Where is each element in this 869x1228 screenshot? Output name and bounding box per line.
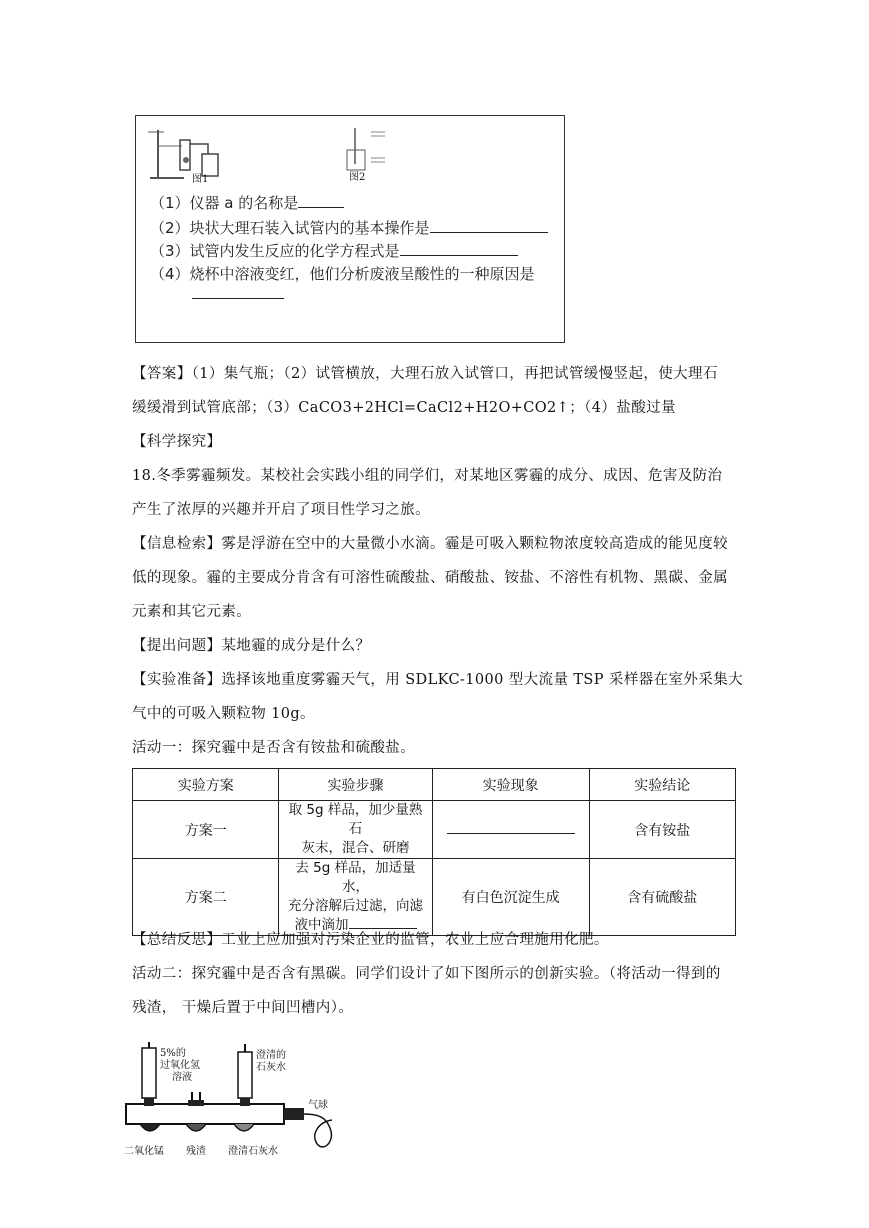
- info-line-1: 【信息检索】雾是浮游在空中的大量微小水滴。霾是可吸入颗粒物浓度较高造成的能见度较: [132, 536, 728, 552]
- syringe-right: [238, 1052, 252, 1098]
- label-limewater-top-2: 石灰水: [256, 1062, 286, 1073]
- question-line-4-blank: [192, 284, 284, 303]
- question-line-2: （2）块状大理石装入试管内的基本操作是: [150, 217, 548, 238]
- question-posed: 【提出问题】某地霾的成分是什么？: [132, 638, 371, 654]
- table-cell-steps: 取 5g 样品，加少量熟石 灰末，混合、研磨: [279, 801, 432, 859]
- answer-line-1: 【答案】（1）集气瓶；（2）试管横放，大理石放入试管口，再把试管缓慢竖起，使大理石: [132, 366, 718, 382]
- answer-blank: [447, 832, 575, 834]
- activity-two-line-1: 活动二：探究霾中是否含有黑碳。同学们设计了如下图所示的创新实验。（将活动一得到的: [132, 966, 721, 982]
- well-right: [234, 1124, 254, 1131]
- fig-label-2: 图2: [349, 172, 366, 183]
- table-header: 实验方案: [133, 769, 279, 801]
- prep-line-2: 气中的可吸入颗粒物 10g。: [132, 706, 315, 722]
- table-header-row: [133, 769, 736, 801]
- balloon: [304, 1114, 332, 1147]
- label-balloon: 气球: [308, 1100, 328, 1111]
- well-left: [140, 1124, 160, 1131]
- q18-line-1: 18.冬季雾霾频发。某校社会实践小组的同学们，对某地区雾霾的成分、成因、危害及防治: [132, 468, 723, 484]
- activity-two-line-2: 残渣， 干燥后置于中间凹槽内）。: [132, 1000, 354, 1016]
- table-cell: 含有铵盐: [589, 801, 735, 859]
- answer-line-2: 缓缓滑到试管底部；（3）CaCO3+2HCl=CaCl2+H2O+CO2↑；（4）盐酸过量: [132, 400, 676, 416]
- table-header: 实验步骤: [279, 769, 432, 801]
- answer-label: 【答案】: [132, 366, 192, 382]
- answer-blank: [192, 284, 284, 299]
- table-row: [133, 859, 736, 936]
- apparatus-figure-2: [341, 124, 411, 186]
- q18-line-2: 产生了浓厚的兴趣并开启了项目性学习之旅。: [132, 502, 430, 518]
- question-line-4: （4）烧杯中溶液变红，他们分析废液呈酸性的一种原因是: [150, 265, 535, 283]
- label-h2o2-name: 过氧化氢: [160, 1060, 200, 1071]
- apparatus-figure-1: [144, 122, 254, 188]
- answer-blank: [430, 218, 548, 233]
- table-cell-steps: 去 5g 样品，加适量水， 充分溶解后过滤，向滤 液中滴加: [279, 859, 432, 936]
- label-manganese-dioxide: 二氧化锰: [124, 1146, 164, 1157]
- prep-line-1: 【实验准备】选择该地重度雾霾天气，用 SDLKC-1000 型大流量 TSP 采样器在室外采集大: [132, 672, 744, 688]
- table-header: 实验结论: [589, 769, 735, 801]
- question-box: [135, 115, 565, 343]
- label-h2o2-concentration: 5%的: [160, 1048, 186, 1059]
- question-line-3: （3）试管内发生反应的化学方程式是: [150, 240, 518, 261]
- activity-one: 活动一：探究霾中是否含有铵盐和硫酸盐。: [132, 740, 416, 756]
- section-title: 【科学探究】: [132, 434, 222, 450]
- table-cell: 含有硫酸盐: [589, 859, 735, 936]
- question-line-1: （1）仪器 a 的名称是: [150, 192, 344, 213]
- table-row: [133, 801, 736, 859]
- label-residue: 残渣: [186, 1146, 206, 1157]
- table-cell: 方案一: [133, 801, 279, 859]
- tube-connector: [284, 1108, 304, 1120]
- syringe-left: [142, 1048, 156, 1098]
- table-cell-blank: [432, 801, 589, 859]
- table-header: 实验现象: [432, 769, 589, 801]
- label-limewater-bottom: 澄清石灰水: [228, 1146, 278, 1157]
- table-cell: 有白色沉淀生成: [432, 859, 589, 936]
- table-cell: 方案二: [133, 859, 279, 936]
- info-line-3: 元素和其它元素。: [132, 604, 252, 620]
- answer-blank: [298, 193, 344, 208]
- label-limewater-top-1: 澄清的: [256, 1050, 286, 1061]
- experiment-table: [132, 768, 736, 936]
- well-middle: [186, 1124, 206, 1131]
- fig-label-1: 图1: [192, 174, 209, 185]
- label-h2o2-solution: 溶液: [172, 1072, 192, 1083]
- info-line-2: 低的现象。霾的主要成分肯含有可溶性硫酸盐、硝酸盐、铵盐、不溶性有机物、黑碳、金属: [132, 570, 728, 586]
- carbon-test-apparatus-figure: [122, 1042, 352, 1160]
- horizontal-tube: [126, 1104, 284, 1124]
- answer-blank: [400, 241, 518, 256]
- summary: 【总结反思】工业上应加强对污染企业的监管，农业上应合理施用化肥。: [132, 932, 609, 948]
